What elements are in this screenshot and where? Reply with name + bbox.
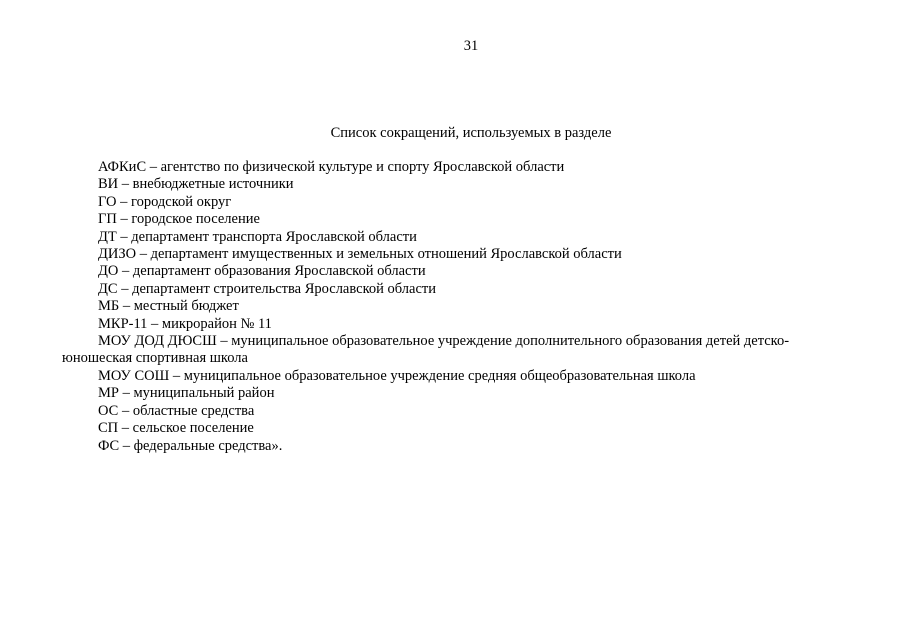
- abbreviation-definition: агентство по физической культуре и спорту Ярославской области: [160, 159, 565, 175]
- abbreviation-definition: муниципальное образовательное учреждение дополнительного образования детей детско-юношеская спортивная школа: [62, 333, 790, 367]
- abbreviation-item: ФС – федеральные средства».: [98, 437, 283, 454]
- abbreviation-item: МОУ ДОД ДЮСШ – муниципальное образовательное учреждение дополнительного образования детей детско-юношеская спортивная школа: [62, 333, 790, 367]
- abbreviation-definition: муниципальный район: [133, 385, 275, 402]
- abbreviation-term: ДТ: [98, 228, 117, 245]
- abbreviation-item: ДС – департамент строительства Ярославской области: [98, 280, 436, 297]
- abbreviation-definition: городское поселение: [131, 211, 260, 228]
- abbreviation-term: МКР-11: [98, 315, 148, 332]
- section-title: Список сокращений, используемых в разделе: [330, 125, 612, 141]
- abbreviation-item: АФКиС – агентство по физической культуре и спорту Ярославской области: [98, 159, 565, 175]
- abbreviation-definition: департамент транспорта Ярославской области: [131, 228, 417, 245]
- abbreviation-item: ДТ – департамент транспорта Ярославской области: [98, 228, 417, 245]
- abbreviation-term: ГП: [98, 211, 117, 228]
- abbreviation-term: ГО: [98, 193, 117, 210]
- abbreviation-term: МОУ СОШ: [98, 367, 170, 384]
- abbreviation-list: [62, 159, 822, 455]
- abbreviation-term: СП: [98, 420, 119, 437]
- abbreviation-definition: сельское поселение: [132, 420, 254, 437]
- abbreviation-item: МБ – местный бюджет: [98, 298, 239, 315]
- abbreviation-term: МОУ ДОД ДЮСШ: [98, 333, 217, 350]
- abbreviation-definition: федеральные средства».: [133, 437, 283, 454]
- page-number: 31: [463, 38, 479, 54]
- abbreviation-definition: микрорайон № 11: [161, 315, 272, 332]
- abbreviation-term: ДИЗО: [98, 246, 137, 263]
- abbreviation-term: ОС: [98, 402, 119, 419]
- abbreviation-definition: департамент строительства Ярославской области: [132, 280, 436, 297]
- abbreviation-definition: областные средства: [132, 402, 255, 419]
- abbreviation-term: ДО: [98, 263, 119, 280]
- abbreviation-item: ГО – городской округ: [98, 193, 232, 210]
- abbreviation-item: ВИ – внебюджетные источники: [98, 176, 294, 193]
- abbreviation-definition: городской округ: [131, 193, 232, 210]
- abbreviation-term: АФКиС: [98, 159, 147, 175]
- abbreviation-item: ДИЗО – департамент имущественных и земельных отношений Ярославской области: [98, 246, 622, 263]
- abbreviation-item: МОУ СОШ – муниципальное образовательное учреждение средняя общеобразовательная школа: [98, 367, 696, 384]
- abbreviation-definition: внебюджетные источники: [132, 176, 294, 193]
- abbreviation-definition: местный бюджет: [133, 298, 239, 315]
- abbreviation-definition: департамент образования Ярославской области: [132, 263, 426, 280]
- abbreviation-item: ГП – городское поселение: [98, 211, 260, 228]
- abbreviation-term: ФС: [98, 437, 120, 454]
- abbreviation-term: МР: [98, 385, 119, 402]
- abbreviation-definition: департамент имущественных и земельных отношений Ярославской области: [150, 246, 622, 263]
- abbreviation-item: СП – сельское поселение: [98, 420, 254, 437]
- abbreviation-term: ДС: [98, 280, 118, 297]
- abbreviation-item: ДО – департамент образования Ярославской области: [98, 263, 426, 280]
- abbreviation-item: ОС – областные средства: [98, 402, 255, 419]
- abbreviation-term: МБ: [98, 298, 120, 315]
- abbreviation-definition: муниципальное образовательное учреждение средняя общеобразовательная школа: [183, 367, 696, 384]
- abbreviation-item: МКР-11 – микрорайон № 11: [98, 315, 272, 332]
- abbreviation-item: МР – муниципальный район: [98, 385, 275, 402]
- abbreviation-term: ВИ: [98, 176, 119, 193]
